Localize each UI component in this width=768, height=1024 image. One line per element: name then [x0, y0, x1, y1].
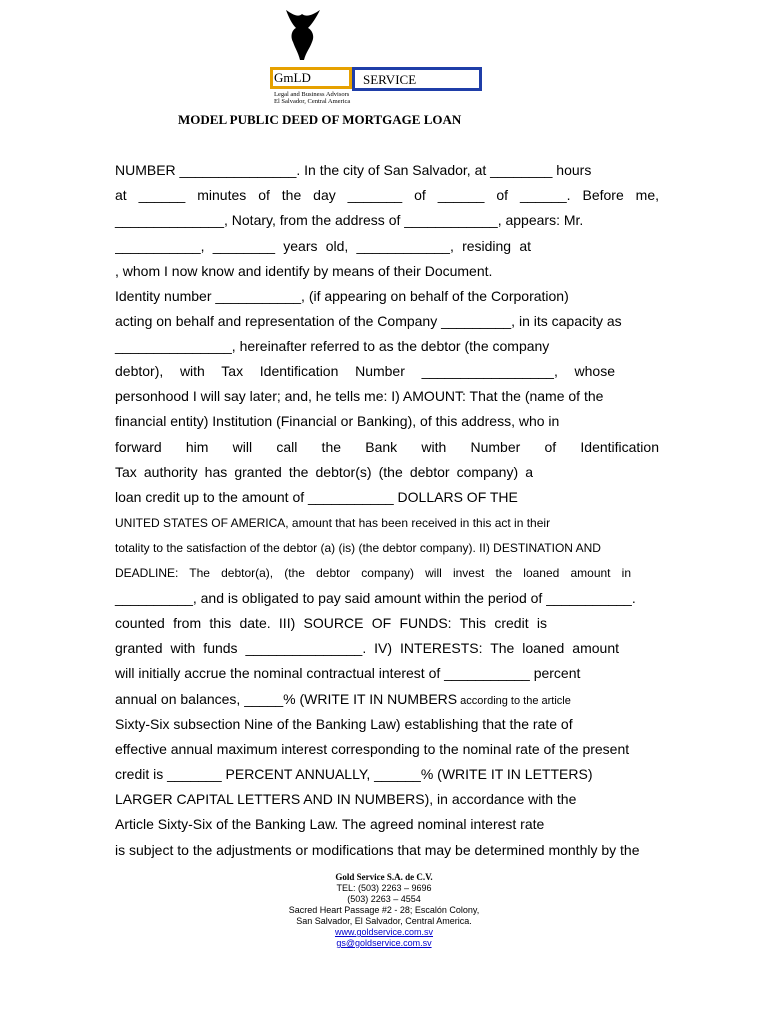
body-line: ___________, ________ years old, ____________, residing at — [115, 238, 531, 254]
logo-tagline — [274, 91, 350, 105]
body-line: counted from this date. III) SOURCE OF FUNDS: This credit is — [115, 615, 547, 631]
body-line: at ______ minutes of the day _______ of ______ of ______. Before me, — [115, 187, 659, 203]
body-line: Article Sixty-Six of the Banking Law. The agreed nominal interest rate — [115, 816, 545, 832]
body-line: Tax authority has granted the debtor(s) (the debtor company) a — [115, 464, 533, 480]
body-line: NUMBER _______________. In the city of San Salvador, at ________ hours — [115, 162, 592, 178]
logo-left-label: GmLD — [274, 70, 311, 85]
body-line — [115, 690, 659, 710]
body-line: _______________, hereinafter referred to as the debtor (the company — [115, 338, 550, 354]
footer-company: Gold Service S.A. de C.V. — [335, 872, 433, 882]
body-line: Sixty-Six subsection Nine of the Banking Law) establishing that the rate of — [115, 716, 573, 732]
body-line: , whom I now know and identify by means of their Document. — [115, 263, 493, 279]
body-line: financial entity) Institution (Financial or Banking), of this address, who in — [115, 413, 560, 429]
body-line: will initially accrue the nominal contractual interest of ___________ percent — [115, 665, 581, 681]
body-line: forward him will call the Bank with Number of Identification — [115, 439, 659, 455]
logo-tagline-1: Legal and Business Advisors — [274, 91, 350, 98]
logo-right-label: SERVICE — [363, 72, 417, 87]
body-line-main: annual on balances, _____% (WRITE IT IN NUMBERS — [115, 691, 458, 707]
footer-website-link[interactable]: www.goldservice.com.sv — [334, 927, 434, 937]
body-line: UNITED STATES OF AMERICA, amount that has been received in this act in their — [115, 516, 551, 530]
body-line-small: according to the article — [457, 695, 571, 707]
body-line: personhood I will say later; and, he tells me: I) AMOUNT: That the (name of the — [115, 388, 604, 404]
body-line: is subject to the adjustments or modifications that may be determined monthly by the — [115, 842, 640, 858]
body-line: Identity number ___________, (if appearing on behalf of the Corporation) — [115, 288, 569, 304]
footer-email-link[interactable]: gs@goldservice.com.sv — [336, 938, 432, 948]
body-line: totality to the satisfaction of the debtor (a) (is) (the debtor company). II) DESTINATION AND — [115, 541, 601, 555]
page-footer — [0, 872, 768, 949]
body-line: ______________, Notary, from the address of ____________, appears: Mr. — [115, 212, 584, 228]
footer-tel-1: TEL: (503) 2263 – 9696 — [336, 883, 432, 893]
body-line: credit is _______ PERCENT ANNUALLY, ______% (WRITE IT IN LETTERS) — [115, 766, 593, 782]
eagle-icon — [280, 10, 324, 62]
company-logo — [270, 10, 485, 105]
document-title: MODEL PUBLIC DEED OF MORTGAGE LOAN — [178, 112, 462, 127]
body-line: LARGER CAPITAL LETTERS AND IN NUMBERS), in accordance with the — [115, 791, 577, 807]
body-line: DEADLINE: The debtor(a), (the debtor company) will invest the loaned amount in — [115, 566, 631, 580]
body-line: effective annual maximum interest corresponding to the nominal rate of the present — [115, 741, 630, 757]
footer-address-2: San Salvador, El Salvador, Central America. — [296, 916, 472, 926]
body-line: acting on behalf and representation of the Company _________, in its capacity as — [115, 313, 622, 329]
logo-tagline-2: El Salvador, Central America — [274, 98, 351, 105]
footer-tel-2: (503) 2263 – 4554 — [347, 894, 421, 904]
body-line: __________, and is obligated to pay said amount within the period of ___________. — [115, 590, 636, 606]
body-line: debtor), with Tax Identification Number _________________, whose — [115, 363, 615, 379]
footer-address-1: Sacred Heart Passage #2 - 28; Escalón Colony, — [288, 905, 480, 915]
body-line: loan credit up to the amount of ___________ DOLLARS OF THE — [115, 489, 518, 505]
body-line: granted with funds _______________. IV) INTERESTS: The loaned amount — [115, 640, 619, 656]
